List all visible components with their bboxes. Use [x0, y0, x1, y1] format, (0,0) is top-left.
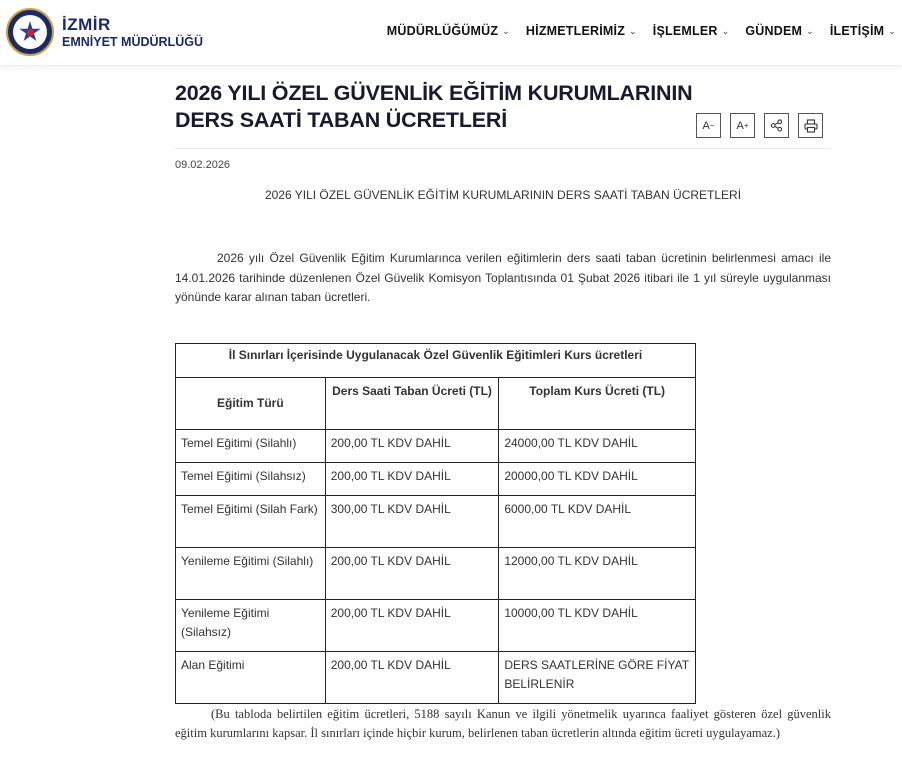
page-title: 2026 YILI ÖZEL GÜVENLİK EĞİTİM KURUMLARININ DERS SAATİ TABAN ÜCRETLERİ — [175, 81, 693, 132]
font-increase-button[interactable] — [730, 113, 755, 138]
article-tools — [696, 113, 823, 138]
share-icon — [770, 119, 783, 132]
table-cell: Temel Eğitimi (Silahlı) — [176, 430, 326, 463]
font-decrease-button[interactable] — [696, 113, 721, 138]
table-cell: 24000,00 TL KDV DAHİL — [499, 430, 696, 463]
table-cell: 200,00 TL KDV DAHİL — [325, 463, 499, 496]
nav-label: GÜNDEM — [745, 24, 803, 38]
logo-subtitle: EMNİYET MÜDÜRLÜĞÜ — [62, 34, 203, 49]
font-increase-icon: A — [736, 119, 744, 132]
site-header — [0, 0, 902, 66]
chevron-down-icon: ⌄ — [888, 25, 896, 36]
table-row — [176, 652, 696, 704]
plus-icon: + — [743, 121, 749, 130]
table-row — [176, 430, 696, 463]
chevron-down-icon: ⌄ — [502, 25, 510, 36]
nav-item-gundem[interactable] — [745, 24, 814, 38]
table-row — [176, 463, 696, 496]
table-cell: Alan Eğitimi — [176, 652, 326, 704]
nav-item-iletisim[interactable] — [830, 24, 896, 38]
table-cell: 200,00 TL KDV DAHİL — [325, 548, 499, 600]
table-cell: 20000,00 TL KDV DAHİL — [499, 463, 696, 496]
article — [175, 80, 831, 740]
publish-date: 09.02.2026 — [175, 159, 231, 171]
minus-icon: − — [709, 121, 715, 130]
title-divider — [175, 148, 831, 149]
table-cell: DERS SAATLERİNE GÖRE FİYAT BELİRLENİR — [499, 652, 696, 704]
nav-label: MÜDÜRLÜĞÜMÜZ — [386, 24, 499, 38]
table-cell: Temel Eğitimi (Silahsız) — [176, 463, 326, 496]
table-cell: Temel Eğitimi (Silah Fark) — [176, 496, 326, 548]
table-cell: 6000,00 TL KDV DAHİL — [499, 496, 696, 548]
table-header: Eğitim Türü — [176, 378, 326, 430]
table-header: Toplam Kurs Ücreti (TL) — [499, 378, 696, 430]
table-footnote: (Bu tabloda belirtilen eğitim ücretleri, 5188 sayılı Kanun ve ilgili yönetmelik uyarınca faaliyet gösteren özel güvenlik eğitim kurumlarını kapsar. İl sınırları içinde hiçbir kurum, belirlenen taban ücretlerin altında eğitim ücreti uygulayamaz.) — [175, 707, 831, 740]
table-cell: 10000,00 TL KDV DAHİL — [499, 600, 696, 652]
table-cell: 12000,00 TL KDV DAHİL — [499, 548, 696, 600]
article-subtitle: 2026 YILI ÖZEL GÜVENLİK EĞİTİM KURUMLARININ DERS SAATİ TABAN ÜCRETLERİ — [264, 188, 742, 202]
nav-item-islemler[interactable] — [653, 24, 730, 38]
table-cell: Yenileme Eğitimi (Silahsız) — [176, 600, 326, 652]
table-cell: Yenileme Eğitimi (Silahlı) — [176, 548, 326, 600]
printer-icon — [804, 119, 818, 133]
police-emblem-icon — [6, 8, 54, 56]
table-cell: 300,00 TL KDV DAHİL — [325, 496, 499, 548]
fees-table — [175, 343, 696, 704]
table-cell: 200,00 TL KDV DAHİL — [325, 600, 499, 652]
nav-label: HİZMETLERİMİZ — [525, 24, 626, 38]
table-row — [176, 496, 696, 548]
main-nav — [371, 24, 896, 38]
article-paragraph: 2026 yılı Özel Güvenlik Eğitim Kurumlarınca verilen eğitimlerin ders saati taban ücretinin belirlenmesi amacı ile 14.01.2026 tarihinde düzenlenen Özel Güvelik Komisyon Toplantısında 01 Şubat 2026 itibari ile 1 yıl süreyle uygulanması yönünde karar alınan taban ücretleri. — [175, 251, 831, 304]
nav-item-hizmetlerimiz[interactable] — [526, 24, 637, 38]
logo-city: İZMİR — [62, 14, 111, 34]
table-cell: 200,00 TL KDV DAHİL — [325, 652, 499, 704]
nav-item-mudurlugumuz[interactable] — [387, 24, 510, 38]
share-button[interactable] — [764, 113, 789, 138]
site-logo[interactable] — [6, 8, 203, 56]
print-button[interactable] — [798, 113, 823, 138]
table-row — [176, 548, 696, 600]
table-row — [176, 600, 696, 652]
table-cell: 200,00 TL KDV DAHİL — [325, 430, 499, 463]
chevron-down-icon: ⌄ — [629, 25, 637, 36]
chevron-down-icon: ⌄ — [721, 25, 730, 36]
nav-label: İLETİŞİM — [829, 24, 885, 38]
nav-label: İŞLEMLER — [652, 24, 718, 38]
chevron-down-icon: ⌄ — [806, 25, 814, 36]
table-caption: İl Sınırları İçerisinde Uygulanacak Özel Güvenlik Eğitimleri Kurs ücretleri — [176, 344, 696, 378]
table-header: Ders Saati Taban Ücreti (TL) — [325, 378, 499, 430]
font-decrease-icon: A — [702, 119, 710, 132]
